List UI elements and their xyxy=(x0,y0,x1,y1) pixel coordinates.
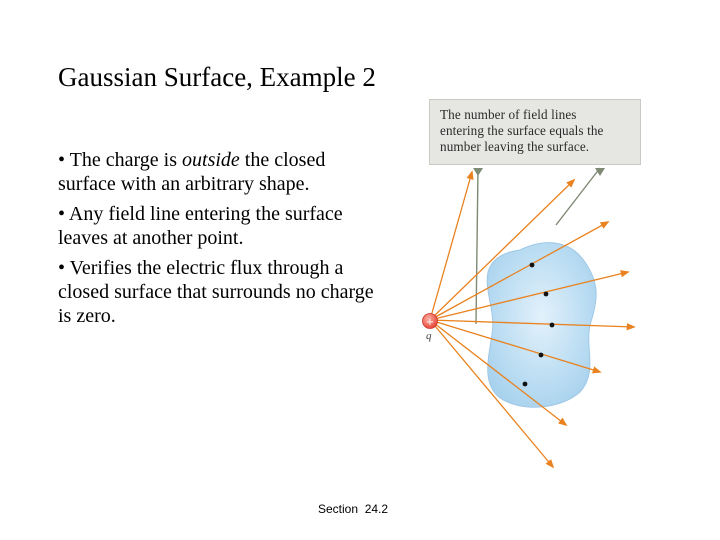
section-footer: Section 24.2 xyxy=(318,502,389,516)
charge-sign: + xyxy=(425,317,435,328)
callout-line: The number of field lines xyxy=(440,107,577,122)
field-line xyxy=(430,172,472,320)
surface-crossing-dot xyxy=(530,263,535,268)
surface-crossing-dot xyxy=(539,353,544,358)
bullet-text: • Any field line entering the surface leaves at another point. xyxy=(58,203,343,249)
bullet-text: • Verifies the electric flux through a closed surface that surrounds no charge is zero. xyxy=(58,257,374,327)
callout-pointer-left xyxy=(476,168,478,324)
bullet-item xyxy=(58,256,388,328)
callout-box xyxy=(429,99,641,165)
callout-line: number leaving the surface. xyxy=(440,139,590,154)
bullet-list xyxy=(58,148,388,334)
bullet-item xyxy=(58,148,388,196)
charge-label: q xyxy=(426,330,432,342)
bullet-text: the closed surface with an arbitrary shape. xyxy=(58,149,326,195)
surface-crossing-dot xyxy=(544,292,549,297)
surface-crossing-dot xyxy=(523,382,528,387)
bullet-text: • The charge is xyxy=(58,149,183,171)
surface-crossing-dot xyxy=(550,323,555,328)
callout-pointer-right xyxy=(556,168,600,225)
callout-line: entering the surface equals the xyxy=(440,123,604,138)
bullet-item xyxy=(58,202,388,250)
pointer-tip-left xyxy=(473,168,483,176)
slide-title: Gaussian Surface, Example 2 xyxy=(58,62,376,92)
bullet-emphasis: outside xyxy=(182,149,240,171)
